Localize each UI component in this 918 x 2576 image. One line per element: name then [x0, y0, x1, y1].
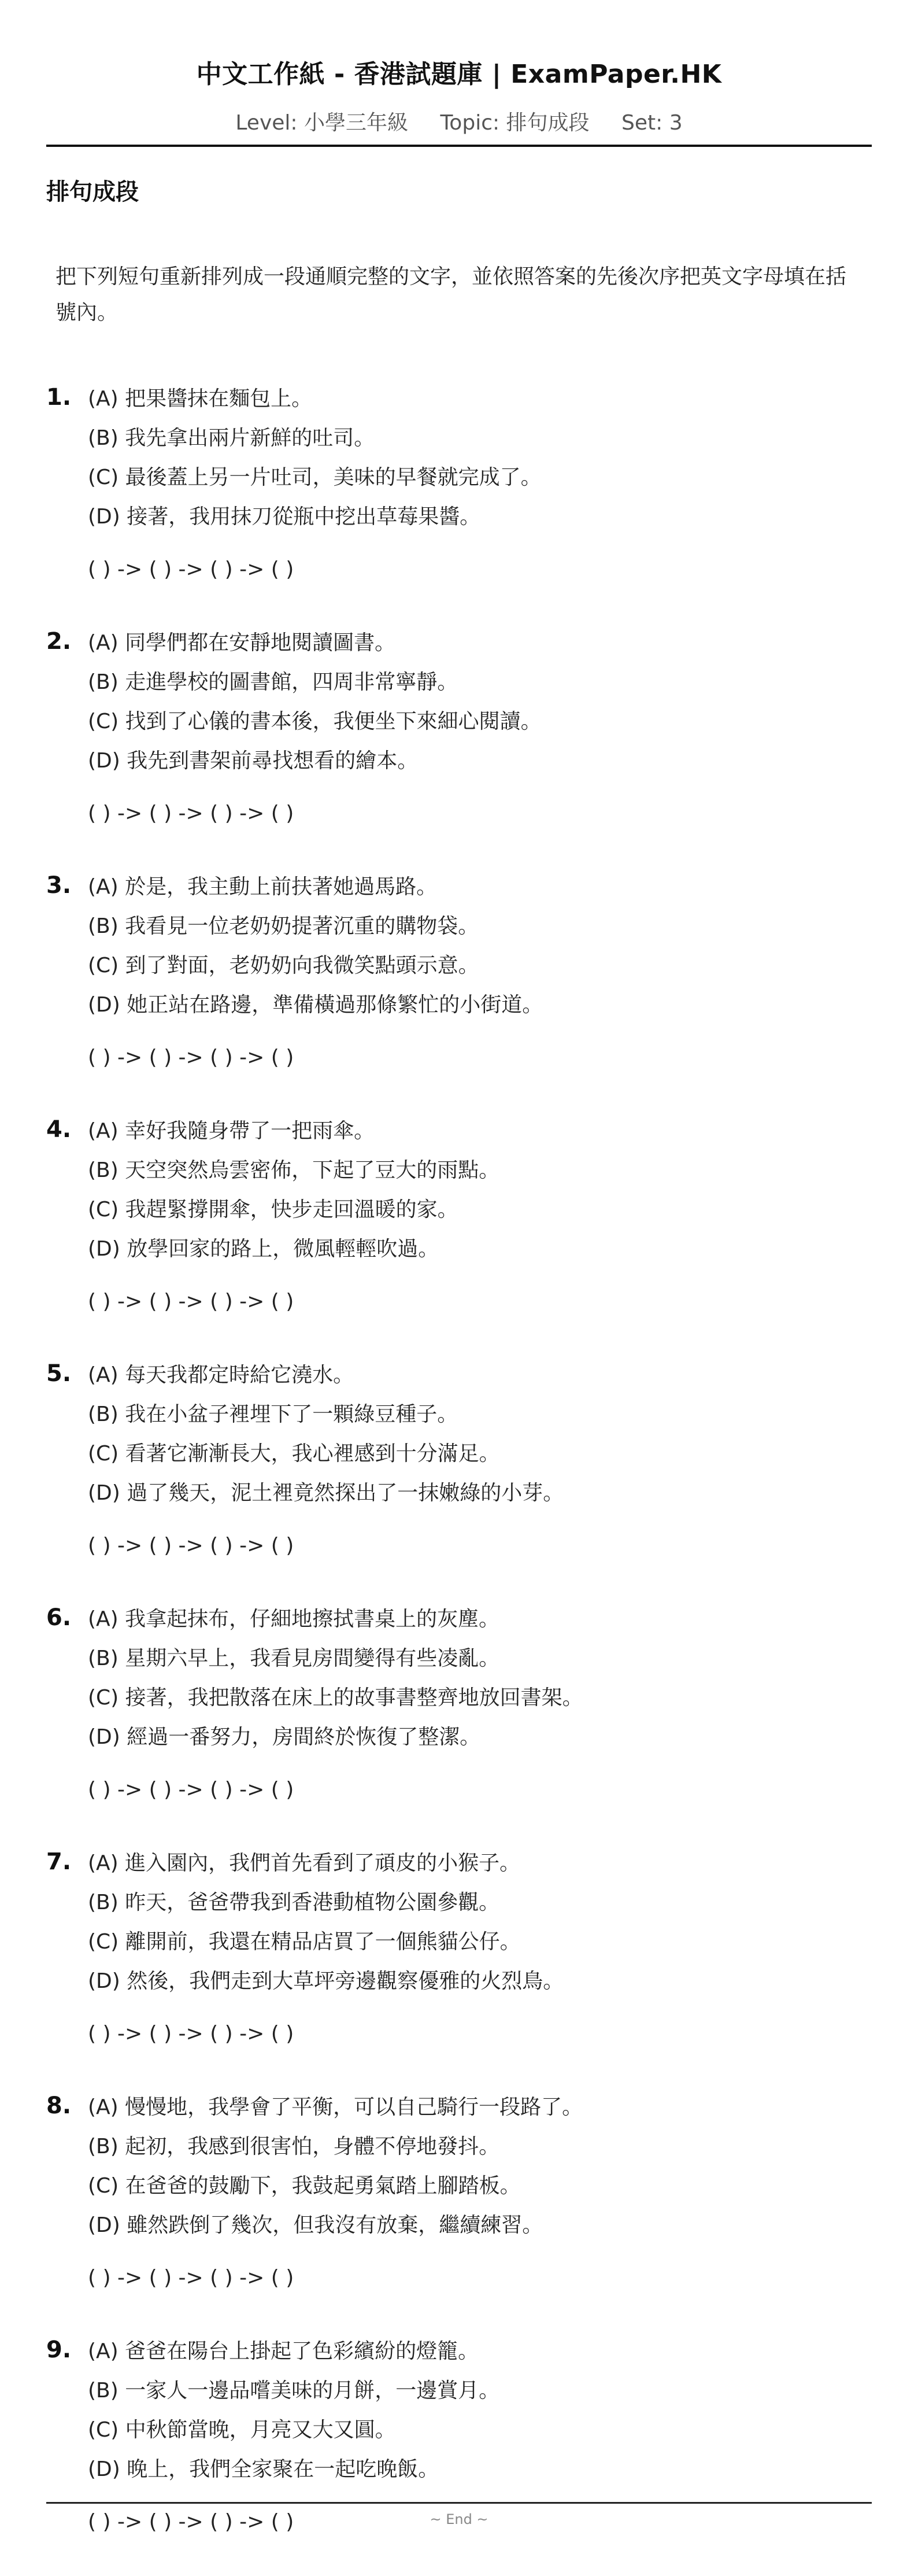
question-options [88, 379, 863, 537]
worksheet-title: 中文工作紙 - 香港試題庫 | ExamPaper.HK [196, 60, 722, 89]
question-number: 5. [46, 1360, 72, 1387]
question-options [88, 2332, 863, 2489]
footer-divider [46, 2502, 872, 2504]
question-options [88, 2088, 863, 2245]
answer-blanks: ( ) -> ( ) -> ( ) -> ( ) [88, 2510, 294, 2534]
option-b: (B) 星期六早上，我看見房間變得有些凌亂。 [88, 1647, 500, 1670]
question-5 [46, 1356, 872, 1600]
answer-blanks: ( ) -> ( ) -> ( ) -> ( ) [88, 2266, 294, 2290]
option-c: (C) 到了對面，老奶奶向我微笑點頭示意。 [88, 954, 479, 977]
option-b: (B) 我看見一位老奶奶提著沉重的購物袋。 [88, 914, 479, 938]
option-b: (B) 走進學校的圖書館，四周非常寧靜。 [88, 670, 458, 694]
option-b: (B) 天空突然烏雲密佈，下起了豆大的雨點。 [88, 1158, 500, 1182]
option-d: (D) 我先到書架前尋找想看的繪本。 [88, 749, 419, 773]
option-d: (D) 接著，我用抹刀從瓶中挖出草莓果醬。 [88, 505, 481, 529]
question-options [88, 623, 863, 781]
answer-blanks: ( ) -> ( ) -> ( ) -> ( ) [88, 1046, 294, 1069]
question-number: 2. [46, 628, 72, 655]
option-d: (D) 晚上，我們全家聚在一起吃晚飯。 [88, 2457, 439, 2481]
answer-blanks: ( ) -> ( ) -> ( ) -> ( ) [88, 802, 294, 825]
option-d: (D) 放學回家的路上，微風輕輕吹過。 [88, 1237, 439, 1261]
question-3 [46, 868, 872, 1112]
option-c: (C) 看著它漸漸長大，我心裡感到十分滿足。 [88, 1442, 500, 1466]
answer-blanks: ( ) -> ( ) -> ( ) -> ( ) [88, 2022, 294, 2046]
option-a: (A) 爸爸在陽台上掛起了色彩繽紛的燈籠。 [88, 2339, 479, 2363]
end-marker: ~ End ~ [430, 2511, 488, 2527]
option-b: (B) 我在小盆子裡埋下了一顆綠豆種子。 [88, 1403, 458, 1426]
option-a: (A) 我拿起抹布，仔細地擦拭書桌上的灰塵。 [88, 1607, 500, 1631]
worksheet-header [46, 0, 872, 136]
question-options [88, 1844, 863, 2001]
question-2 [46, 623, 872, 868]
option-b: (B) 我先拿出兩片新鮮的吐司。 [88, 426, 375, 450]
question-8 [46, 2088, 872, 2332]
option-b: (B) 一家人一邊品嚐美味的月餅，一邊賞月。 [88, 2379, 500, 2402]
question-number: 8. [46, 2092, 72, 2119]
option-b: (B) 昨天，爸爸帶我到香港動植物公園參觀。 [88, 1891, 500, 1914]
question-1 [46, 379, 872, 623]
option-d: (D) 她正站在路邊，準備橫過那條繁忙的小街道。 [88, 993, 543, 1017]
question-number: 3. [46, 872, 72, 899]
option-d: (D) 經過一番努力，房間終於恢復了整潔。 [88, 1725, 481, 1749]
option-b: (B) 起初，我感到很害怕，身體不停地發抖。 [88, 2135, 500, 2158]
question-number: 7. [46, 1848, 72, 1875]
option-a: (A) 幸好我隨身帶了一把雨傘。 [88, 1119, 375, 1143]
worksheet-meta [46, 106, 872, 136]
answer-blanks: ( ) -> ( ) -> ( ) -> ( ) [88, 1534, 294, 1558]
option-a: (A) 每天我都定時給它澆水。 [88, 1363, 354, 1387]
level-label: Level: 小學三年級 [235, 111, 408, 135]
question-number: 6. [46, 1604, 72, 1631]
option-c: (C) 離開前，我還在精品店買了一個熊貓公仔。 [88, 1930, 521, 1954]
option-d: (D) 然後，我們走到大草坪旁邊觀察優雅的火烈鳥。 [88, 1969, 564, 1993]
question-6 [46, 1600, 872, 1844]
option-c: (C) 最後蓋上另一片吐司，美味的早餐就完成了。 [88, 466, 542, 489]
worksheet-page [46, 0, 872, 2569]
question-number: 1. [46, 384, 72, 411]
question-number: 9. [46, 2337, 72, 2363]
answer-blanks: ( ) -> ( ) -> ( ) -> ( ) [88, 1290, 294, 1313]
question-options [88, 1600, 863, 1757]
option-d: (D) 過了幾天，泥土裡竟然探出了一抹嫩綠的小芽。 [88, 1481, 564, 1505]
set-label: Set: 3 [621, 111, 683, 135]
option-a: (A) 慢慢地，我學會了平衡，可以自己騎行一段路了。 [88, 2095, 583, 2119]
answer-blanks: ( ) -> ( ) -> ( ) -> ( ) [88, 1778, 294, 1802]
option-c: (C) 中秋節當晚，月亮又大又圓。 [88, 2418, 396, 2442]
question-7 [46, 1844, 872, 2088]
option-d: (D) 雖然跌倒了幾次，但我沒有放棄，繼續練習。 [88, 2213, 543, 2237]
option-a: (A) 於是，我主動上前扶著她過馬路。 [88, 875, 438, 899]
instructions-text: 把下列短句重新排列成一段通順完整的文字，並依照答案的先後次序把英文字母填在括號內。 [55, 265, 847, 324]
question-options [88, 1356, 863, 1513]
question-number: 4. [46, 1116, 72, 1143]
question-list [46, 379, 872, 2576]
topic-label: Topic: 排句成段 [440, 111, 590, 135]
question-4 [46, 1112, 872, 1356]
option-a: (A) 同學們都在安靜地閱讀圖書。 [88, 631, 396, 655]
section-title: 排句成段 [46, 179, 139, 205]
option-c: (C) 找到了心儀的書本後，我便坐下來細心閱讀。 [88, 710, 542, 733]
option-a: (A) 把果醬抹在麵包上。 [88, 387, 313, 411]
option-c: (C) 接著，我把散落在床上的故事書整齊地放回書架。 [88, 1686, 583, 1710]
option-a: (A) 進入園內，我們首先看到了頑皮的小猴子。 [88, 1851, 521, 1875]
option-c: (C) 在爸爸的鼓勵下，我鼓起勇氣踏上腳踏板。 [88, 2174, 521, 2198]
answer-blanks: ( ) -> ( ) -> ( ) -> ( ) [88, 558, 294, 581]
question-options [88, 868, 863, 1025]
question-9 [46, 2332, 872, 2576]
option-c: (C) 我趕緊撐開傘，快步走回溫暖的家。 [88, 1198, 458, 1221]
question-options [88, 1112, 863, 1269]
header-divider [46, 145, 872, 147]
